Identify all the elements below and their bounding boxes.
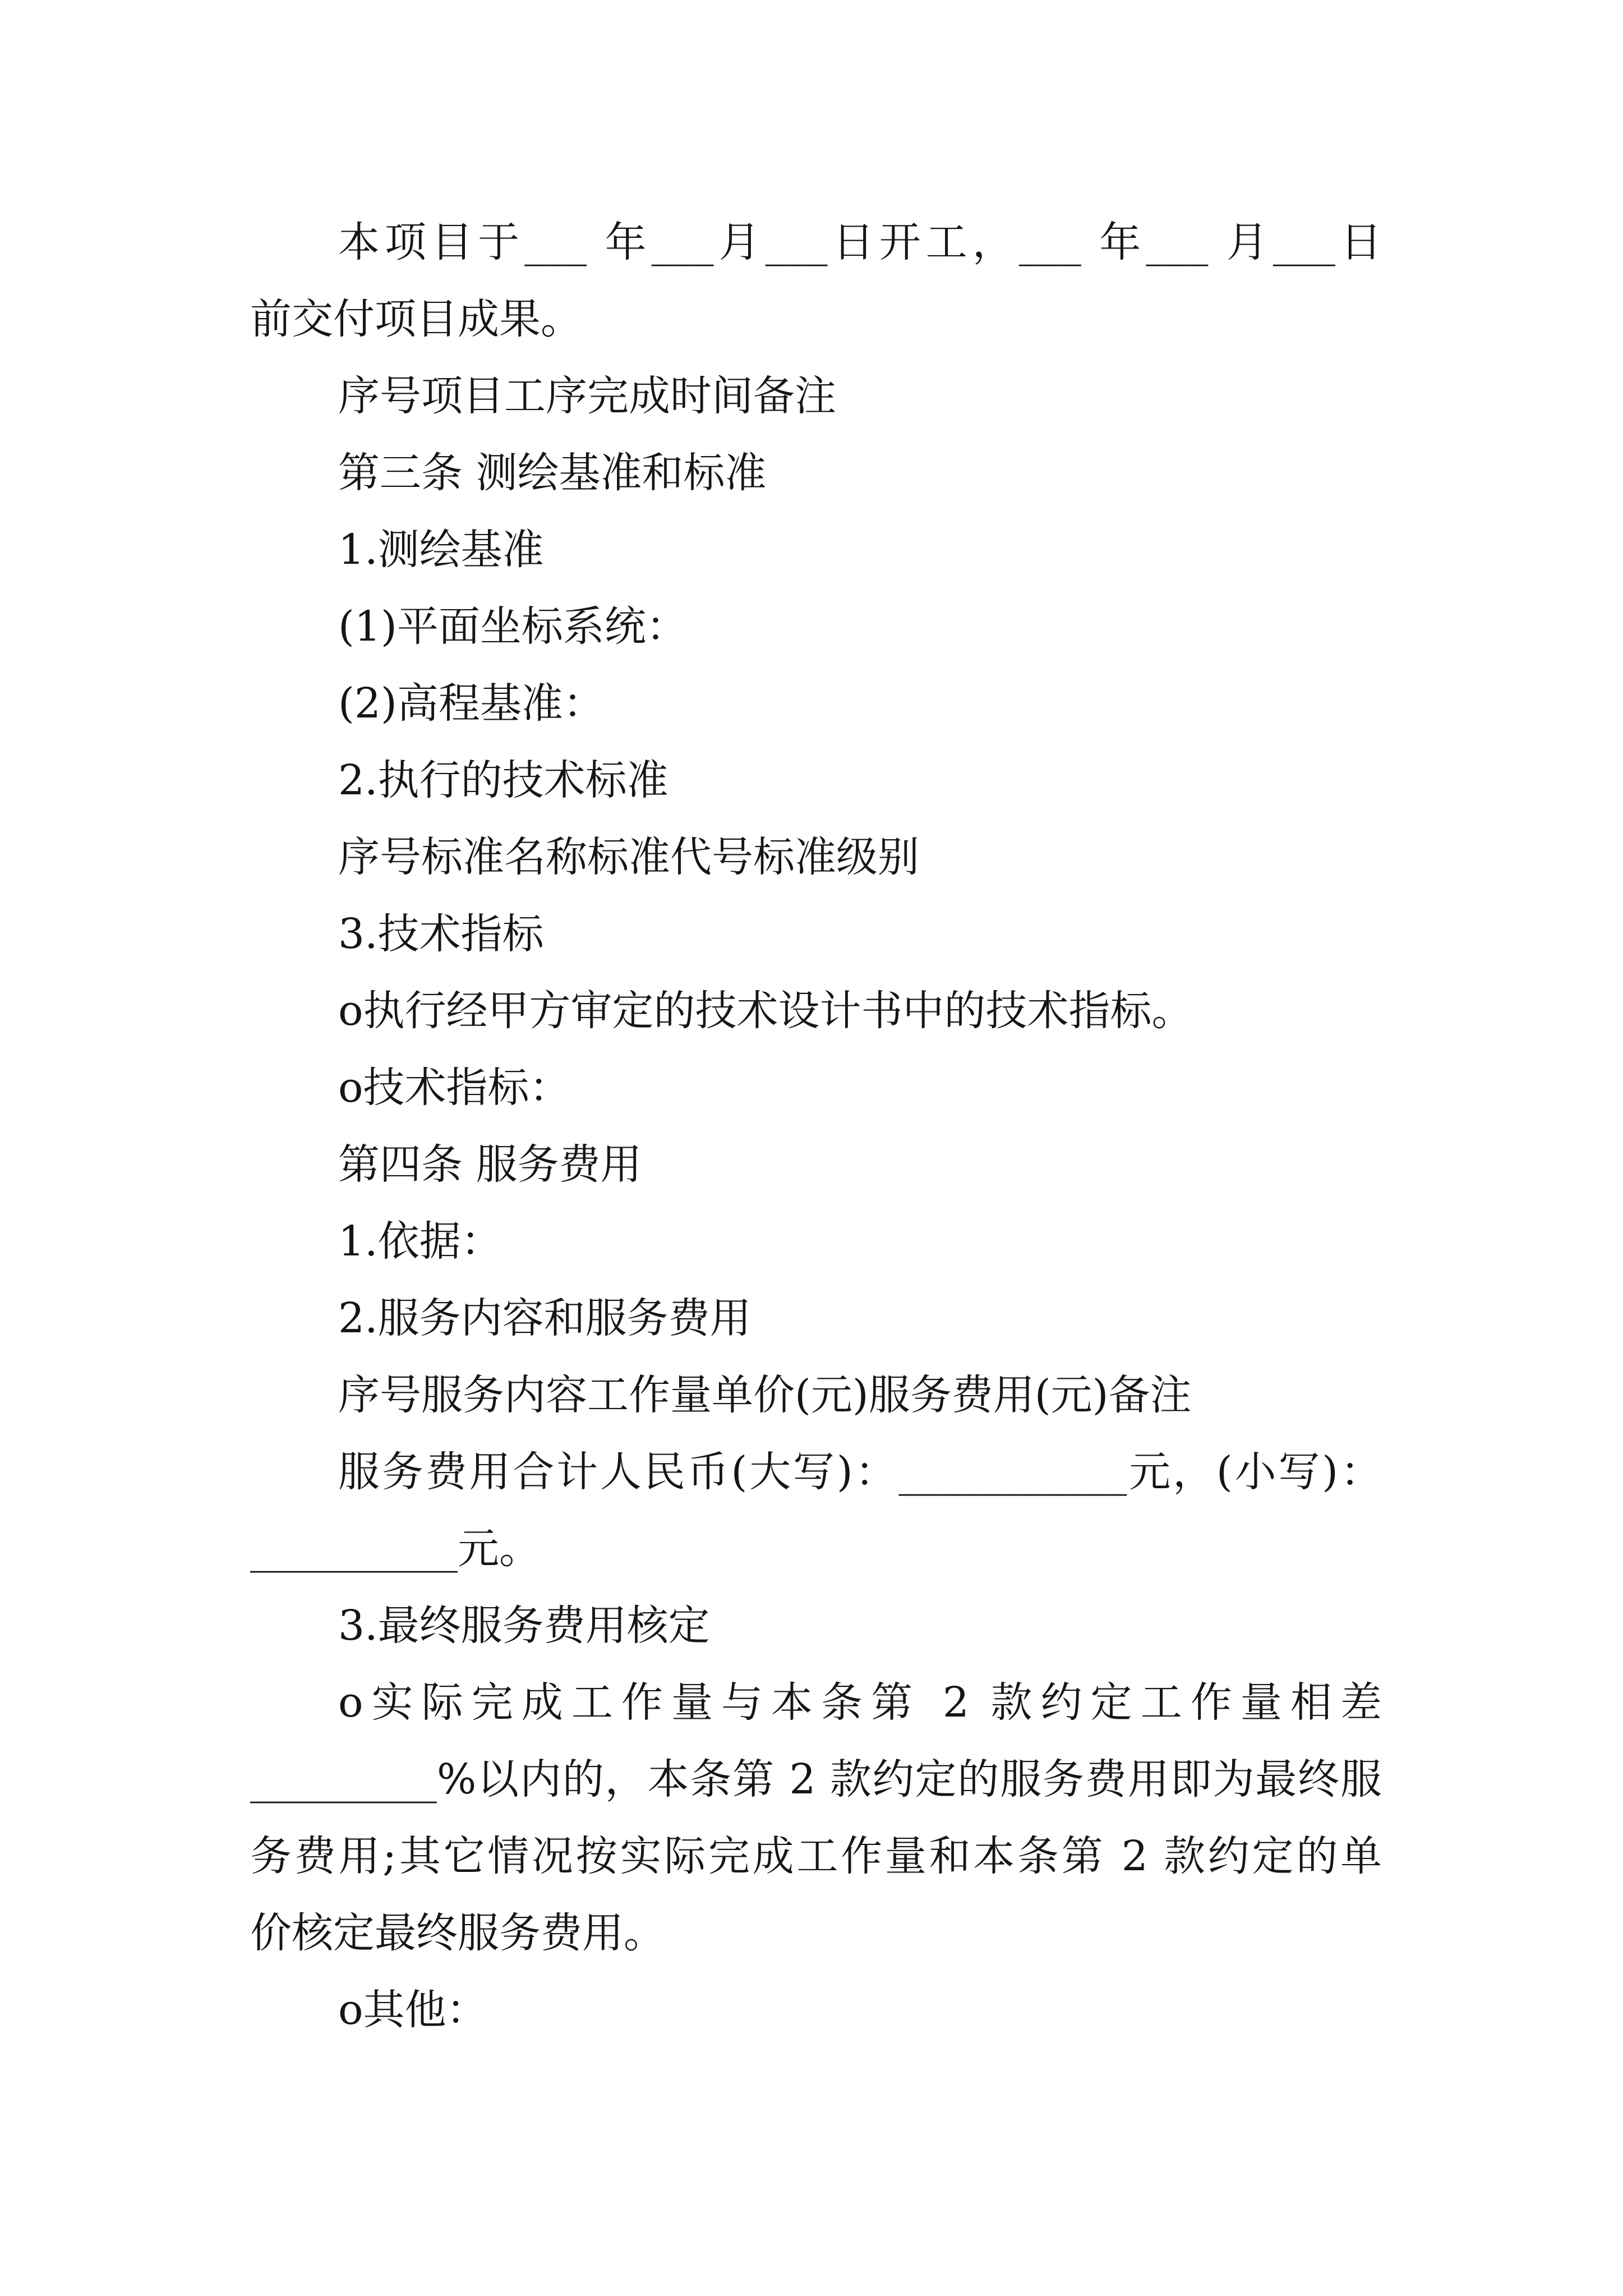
- subsection-heading: 3.最终服务费用核定: [338, 1602, 710, 1650]
- paragraph-line: 务费用;其它情况按实际完成工作量和本条第 2 款约定的单: [250, 1832, 1382, 1880]
- work-table-header: 序号项目工序完成时间备注: [338, 372, 836, 420]
- option-item: o技术指标：: [338, 1064, 571, 1112]
- subsection-heading: 2.服务内容和服务费用: [338, 1294, 751, 1342]
- subsection-heading: 1.依据：: [338, 1217, 502, 1266]
- standards-table-header: 序号标准名称标准代号标准级别: [338, 833, 919, 881]
- paragraph-line: _________%以内的，本条第 2 款约定的服务费用即为最终服: [250, 1755, 1382, 1803]
- document-page: [250, 204, 1382, 2049]
- paragraph-line: o实际完成工作量与本条第 2 款约定工作量相差: [338, 1678, 1382, 1727]
- fee-table-header: 序号服务内容工作量单价(元)服务费用(元)备注: [338, 1371, 1192, 1419]
- option-item: o其他：: [338, 1986, 488, 2034]
- fee-total-line-continued: __________元。: [250, 1525, 541, 1573]
- schedule-line-continued: 前交付项目成果。: [250, 295, 582, 343]
- section-heading-article-4: 第四条 服务费用: [338, 1140, 642, 1189]
- fee-total-line: 服务费用合计人民币(大写)：___________元，(小写)：: [338, 1448, 1382, 1496]
- list-item: (1)平面坐标系统：: [338, 602, 688, 651]
- schedule-line: 本项目于___ 年___月___日开工，___ 年___ 月___日: [338, 218, 1382, 266]
- subsection-heading: 3.技术指标: [338, 910, 544, 958]
- list-item: (2)高程基准：: [338, 679, 605, 728]
- option-item: o执行经甲方审定的技术设计书中的技术指标。: [338, 987, 1193, 1035]
- subsection-heading: 2.执行的技术标准: [338, 756, 668, 804]
- paragraph-line: 价核定最终服务费用。: [250, 1909, 665, 1957]
- section-heading-article-3: 第三条 测绘基准和标准: [338, 449, 767, 497]
- subsection-heading: 1.测绘基准: [338, 526, 544, 574]
